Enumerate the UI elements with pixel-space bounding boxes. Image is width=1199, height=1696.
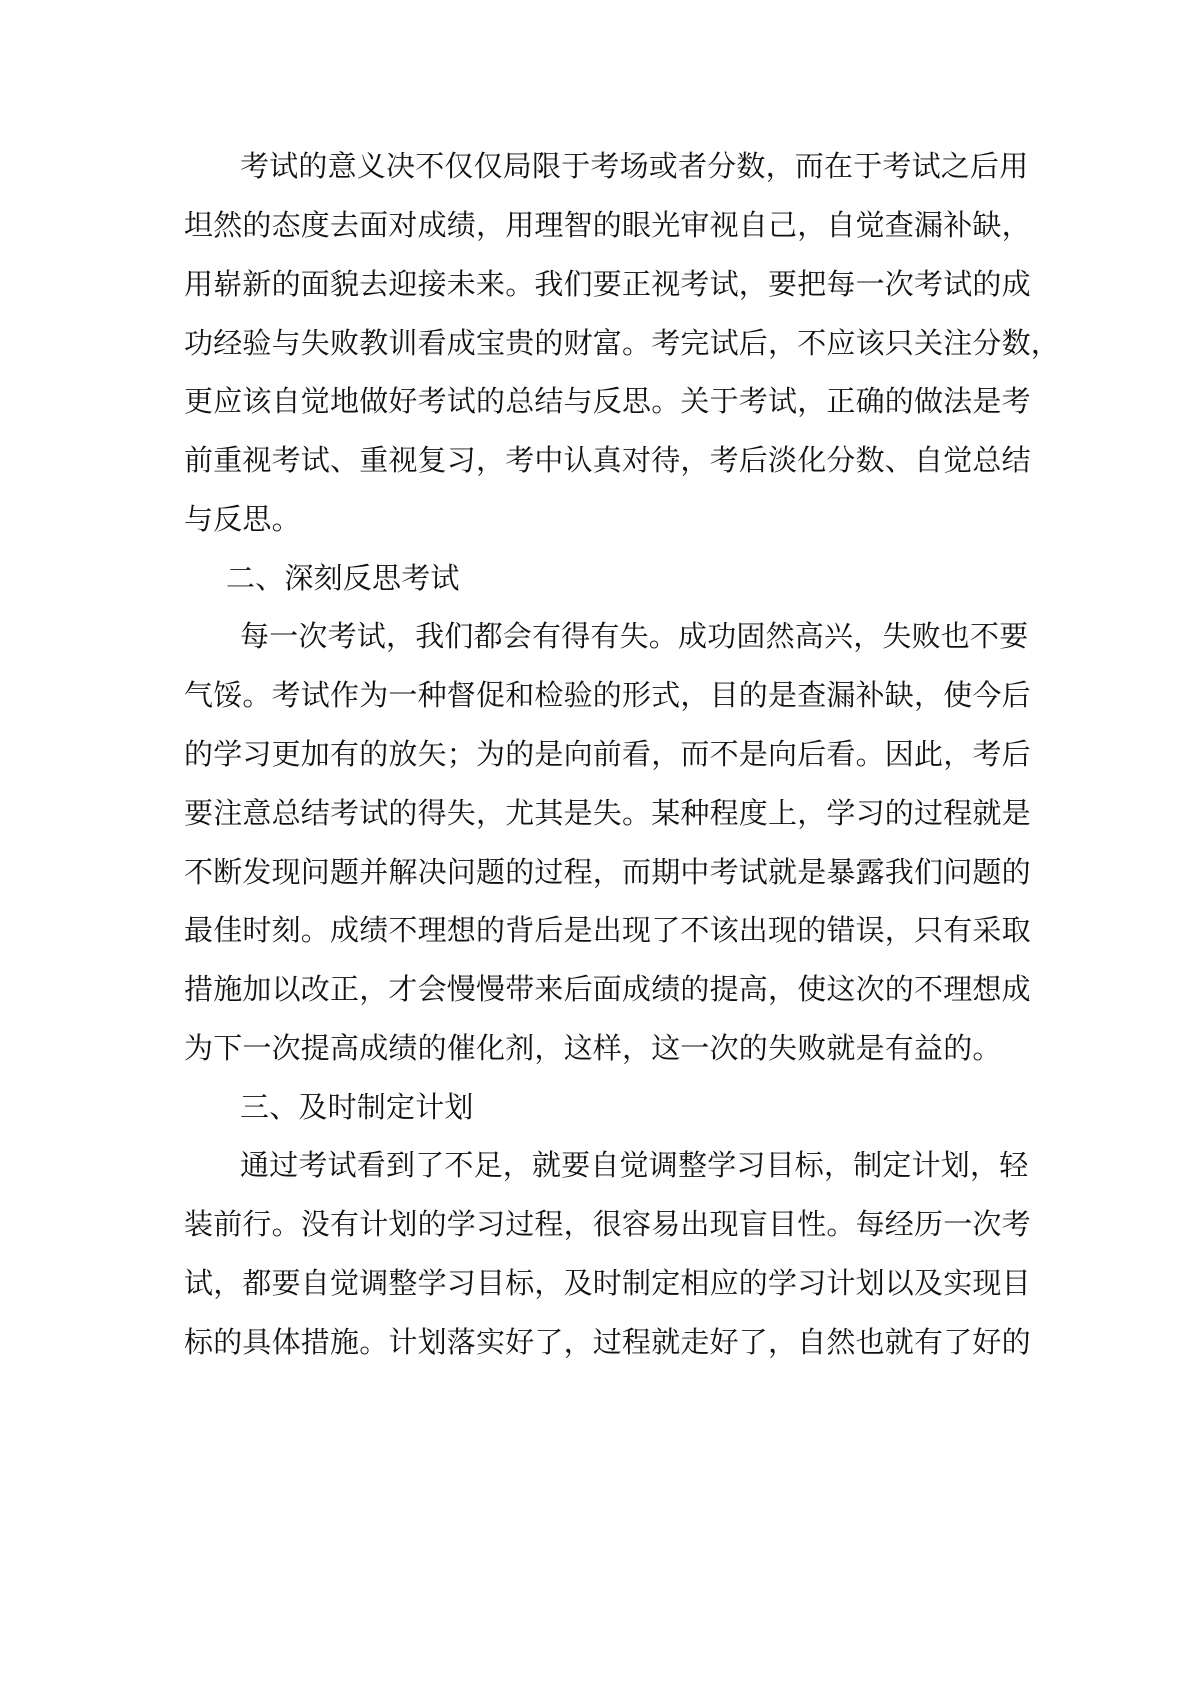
paragraph-2-line-5: 不断发现问题并解决问题的过程，而期中考试就是暴露我们问题的 <box>184 855 1031 889</box>
paragraph-3-line-1: 通过考试看到了不足，就要自觉调整学习目标，制定计划，轻 <box>240 1148 1029 1182</box>
paragraph-3-line-4: 标的具体措施。计划落实好了，过程就走好了，自然也就有了好的 <box>184 1325 1031 1359</box>
paragraph-1-line-1: 考试的意义决不仅仅局限于考场或者分数，而在于考试之后用 <box>240 149 1029 183</box>
paragraph-2-line-2: 气馁。考试作为一种督促和检验的形式，目的是查漏补缺，使今后 <box>184 678 1031 712</box>
paragraph-2-line-3: 的学习更加有的放矢；为的是向前看，而不是向后看。因此，考后 <box>184 737 1031 771</box>
paragraph-1-line-5: 更应该自觉地做好考试的总结与反思。关于考试，正确的做法是考 <box>184 384 1031 418</box>
section-heading-2: 二、深刻反思考试 <box>226 561 460 595</box>
paragraph-2-line-4: 要注意总结考试的得失，尤其是失。某种程度上，学习的过程就是 <box>184 796 1031 830</box>
paragraph-1-line-4: 功经验与失败教训看成宝贵的财富。考完试后，不应该只关注分数， <box>184 326 1061 360</box>
paragraph-2-line-1: 每一次考试，我们都会有得有失。成功固然高兴，失败也不要 <box>240 619 1029 653</box>
paragraph-2-line-7: 措施加以改正，才会慢慢带来后面成绩的提高，使这次的不理想成 <box>184 972 1031 1006</box>
paragraph-2-line-6: 最佳时刻。成绩不理想的背后是出现了不该出现的错误，只有采取 <box>184 913 1031 947</box>
paragraph-1-line-7: 与反思。 <box>184 502 301 536</box>
paragraph-3-line-2: 装前行。没有计划的学习过程，很容易出现盲目性。每经历一次考 <box>184 1207 1031 1241</box>
paragraph-2-line-8: 为下一次提高成绩的催化剂，这样，这一次的失败就是有益的。 <box>184 1031 1002 1065</box>
paragraph-3-line-3: 试，都要自觉调整学习目标，及时制定相应的学习计划以及实现目 <box>184 1266 1031 1300</box>
paragraph-1-line-3: 用崭新的面貌去迎接未来。我们要正视考试，要把每一次考试的成 <box>184 267 1031 301</box>
section-heading-3: 三、及时制定计划 <box>240 1090 474 1124</box>
paragraph-1-line-2: 坦然的态度去面对成绩，用理智的眼光审视自己，自觉查漏补缺， <box>184 208 1031 242</box>
paragraph-1-line-6: 前重视考试、重视复习，考中认真对待，考后淡化分数、自觉总结 <box>184 443 1031 477</box>
